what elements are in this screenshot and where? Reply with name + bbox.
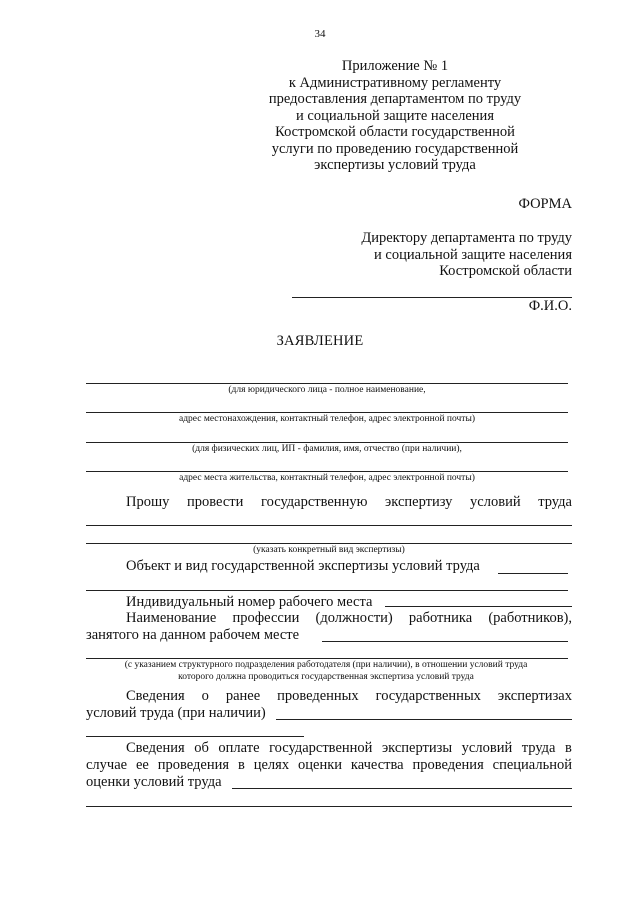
legal-entity-caption: (для юридического лица - полное наименование, (228, 385, 426, 395)
appendix-line: услуги по проведению государственной (271, 140, 519, 157)
profession-field[interactable] (322, 641, 568, 642)
object-label: Объект и вид государственной экспертизы условий труда (126, 558, 480, 574)
payment-word: проведения (157, 757, 230, 773)
profession-word: Наименование (126, 610, 217, 626)
object-field-2[interactable] (86, 590, 568, 591)
payment-word: условий (461, 740, 513, 756)
appendix-line: Костромской области государственной (275, 124, 515, 140)
profession-word: (работников), (488, 610, 572, 626)
applicant-name-field[interactable] (86, 383, 568, 384)
profession-caption-2: которого должна проводиться государственная экспертиза условий труда (178, 672, 474, 682)
appendix-line: к Административному регламенту (288, 74, 502, 91)
payment-field[interactable] (232, 788, 572, 789)
expertise-type-field-2[interactable] (86, 543, 572, 544)
fio-caption: Ф.И.О. (528, 298, 572, 314)
payment-word: оценки (298, 757, 343, 773)
profession-line2: занятого на данном рабочем месте (86, 627, 300, 643)
document-title: ЗАЯВЛЕНИЕ (276, 333, 364, 349)
individual-contacts-field[interactable] (86, 471, 568, 472)
profession-word: (должности) (315, 610, 393, 626)
previous-word: экспертизах (497, 688, 572, 704)
payment-line3: оценки условий труда (86, 774, 222, 790)
payment-word: в (237, 757, 245, 773)
workplace-number-field[interactable] (385, 606, 572, 607)
previous-word: ранее (225, 688, 261, 704)
previous-expertise-field[interactable] (276, 719, 572, 720)
request-word: труда (538, 494, 572, 510)
individual-name-field[interactable] (86, 442, 568, 443)
request-word: провести (187, 494, 244, 510)
workplace-number-label: Индивидуальный номер рабочего места (126, 594, 373, 610)
addressee-line: Костромской области (439, 263, 572, 279)
appendix-line: предоставления департаментом по труду (268, 91, 522, 107)
request-word: условий (470, 494, 521, 510)
profession-word: работника (408, 610, 473, 626)
appendix-line: и социальной защите населения (296, 107, 494, 124)
payment-field-2[interactable] (86, 806, 572, 807)
payment-word: в (565, 740, 572, 756)
object-field[interactable] (498, 573, 568, 574)
profession-sentence (126, 610, 572, 627)
legal-contacts-field[interactable] (86, 412, 568, 413)
previous-word: Сведения (126, 688, 185, 704)
appendix-line: экспертизы условий труда (314, 157, 476, 173)
payment-word: оплате (218, 740, 260, 756)
appendix-header (230, 58, 560, 174)
previous-expertise-field-2[interactable] (86, 736, 304, 737)
profession-field-2[interactable] (86, 658, 568, 659)
request-word: экспертизу (385, 494, 453, 510)
individual-caption: (для физических лиц, ИП - фамилия, имя, отчество (при наличии), (192, 444, 462, 454)
payment-word: труда (521, 740, 556, 756)
payment-sentence-1 (126, 740, 572, 757)
expertise-type-caption: (указать конкретный вид экспертизы) (253, 545, 405, 555)
payment-word: случае (86, 757, 128, 773)
payment-word: Сведения (126, 740, 185, 756)
payment-sentence-2 (86, 757, 572, 774)
addressee-block (272, 230, 572, 280)
previous-sentence (126, 688, 572, 705)
payment-word: экспертизы (381, 740, 453, 756)
individual-contacts-caption: адрес места жительства, контактный телефон, адрес электронной почты) (179, 473, 475, 483)
expertise-type-field[interactable] (86, 525, 572, 526)
previous-line2: условий труда (при наличии) (86, 705, 266, 721)
appendix-line: Приложение № 1 (341, 58, 449, 74)
payment-word: целях (253, 757, 290, 773)
addressee-line: и социальной защите населения (374, 246, 572, 263)
previous-word: проведенных (277, 688, 359, 704)
request-word: государственную (261, 494, 368, 510)
profession-caption-1: (с указанием структурного подразделения работодателя (при наличии), в отношении условий труда (124, 660, 528, 670)
payment-word: ее (136, 757, 149, 773)
payment-word: качества (350, 757, 404, 773)
payment-word: специальной (492, 757, 572, 773)
previous-word: о (201, 688, 209, 704)
previous-word: государственных (375, 688, 481, 704)
request-sentence (126, 494, 572, 511)
addressee-line: Директору департамента по труду (361, 230, 572, 246)
profession-word: профессии (232, 610, 300, 626)
legal-contacts-caption: адрес местонахождения, контактный телефон, адрес электронной почты) (178, 414, 475, 424)
form-label: ФОРМА (518, 196, 572, 212)
payment-word: проведения (412, 757, 484, 773)
payment-word: государственной (269, 740, 373, 756)
request-word: Прошу (126, 494, 170, 510)
payment-word: об (194, 740, 209, 756)
page-number: 34 (314, 28, 326, 40)
